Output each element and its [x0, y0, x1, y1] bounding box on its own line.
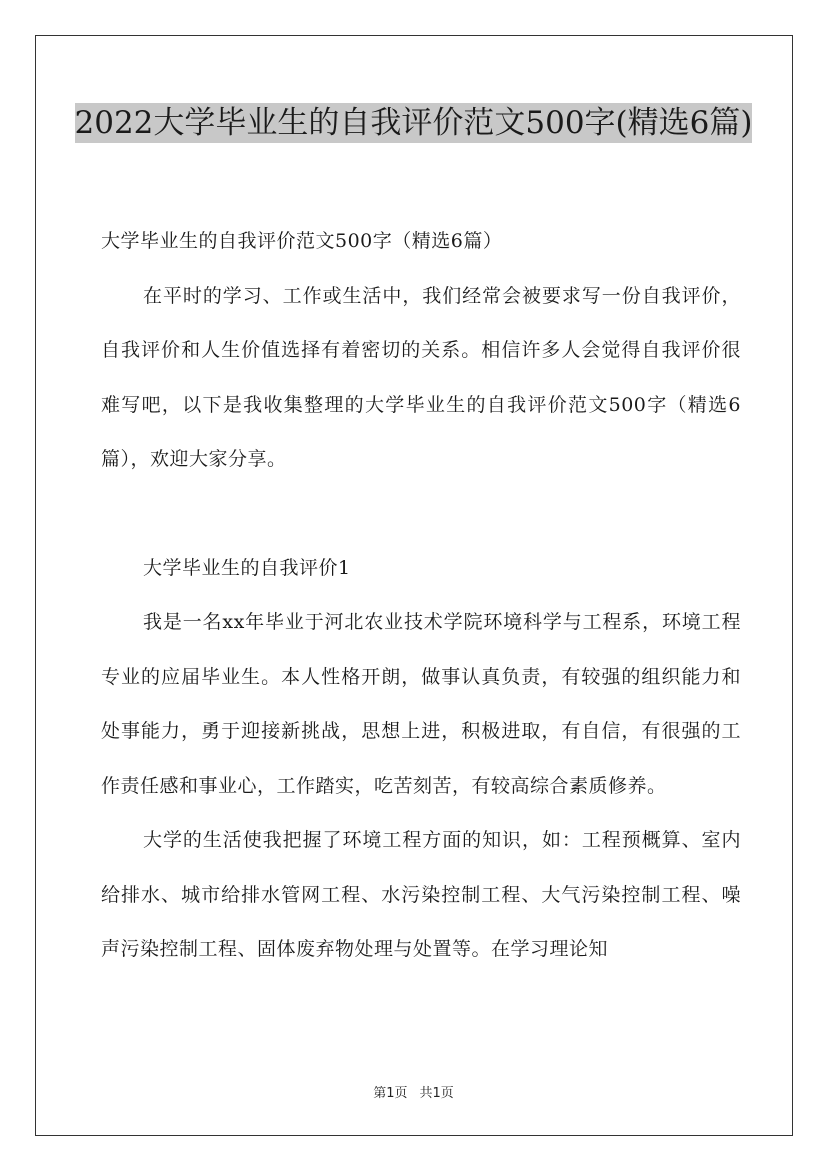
body-paragraph-1: 我是一名xx年毕业于河北农业技术学院环境科学与工程系，环境工程专业的应届毕业生。本人性格开朗，做事认真负责，有较强的组织能力和处事能力，勇于迎接新挑战，思想上进，积极进取，有自信，有很强的工作责任感和事业心，工作踏实，吃苦刻苦，有较高综合素质修养。 — [101, 611, 741, 797]
document-title — [0, 100, 827, 146]
body-paragraph-2: 大学的生活使我把握了环境工程方面的知识，如：工程预概算、室内给排水、城市给排水管网工程、水污染控制工程、大气污染控制工程、噪声污染控制工程、固体废弃物处理与处置等。在学习理论知 — [101, 829, 741, 960]
blank-line — [101, 487, 741, 541]
document-subtitle: 大学毕业生的自我评价范文500字（精选6篇） — [101, 230, 503, 252]
page-number: 第1页 — [373, 1086, 408, 1101]
page-total: 共1页 — [419, 1086, 454, 1101]
document-body — [101, 214, 741, 977]
intro-paragraph: 在平时的学习、工作或生活中，我们经常会被要求写一份自我评价，自我评价和人生价值选择有着密切的关系。相信许多人会觉得自我评价很难写吧，以下是我收集整理的大学毕业生的自我评价范文500字（精选6篇），欢迎大家分享。 — [101, 284, 741, 470]
page-footer — [0, 1082, 827, 1101]
section-heading: 大学毕业生的自我评价1 — [143, 556, 351, 579]
document-title-text: 2022大学毕业生的自我评价范文500字(精选6篇) — [74, 105, 753, 141]
